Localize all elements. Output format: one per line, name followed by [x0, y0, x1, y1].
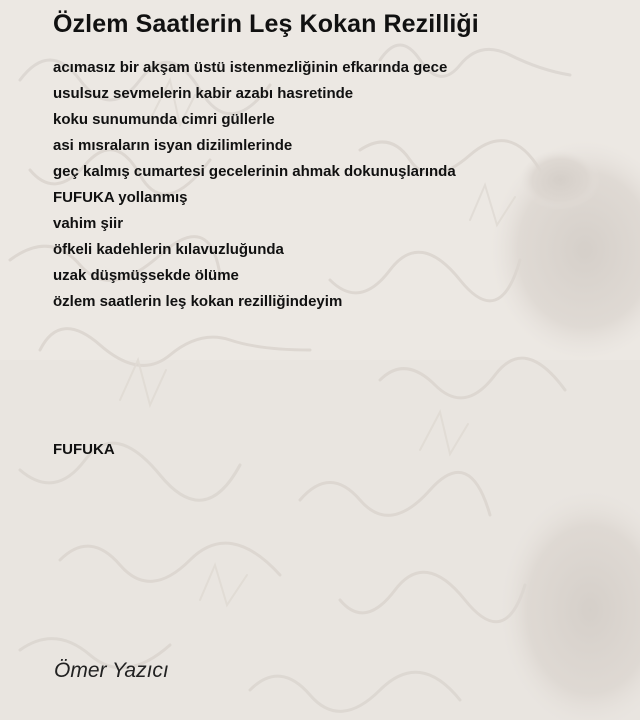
- poem-line: acımasız bir akşam üstü istenmezliğinin efkarında gece: [53, 59, 448, 76]
- poem-line: özlem saatlerin leş kokan rezilliğindeyim: [53, 293, 343, 310]
- poem-title: Özlem Saatlerin Leş Kokan Rezilliği: [53, 10, 479, 38]
- poem-line: öfkeli kadehlerin kılavuzluğunda: [53, 241, 284, 258]
- author-name: Ömer Yazıcı: [54, 659, 169, 682]
- poem-line: koku sunumunda cimri güllerle: [53, 111, 275, 128]
- poem-body: [53, 55, 456, 315]
- poem-line: geç kalmış cumartesi gecelerinin ahmak dokunuşlarında: [53, 163, 456, 180]
- poem-line: FUFUKA yollanmış: [53, 189, 188, 206]
- poem-signature: FUFUKA: [53, 441, 115, 458]
- poem-line: uzak düşmüşsekde ölüme: [53, 267, 239, 284]
- poem-line: usulsuz sevmelerin kabir azabı hasretinde: [53, 85, 354, 102]
- poem-line: vahim şiir: [53, 215, 124, 232]
- poem-line: asi mısraların isyan dizilimlerinde: [53, 137, 293, 154]
